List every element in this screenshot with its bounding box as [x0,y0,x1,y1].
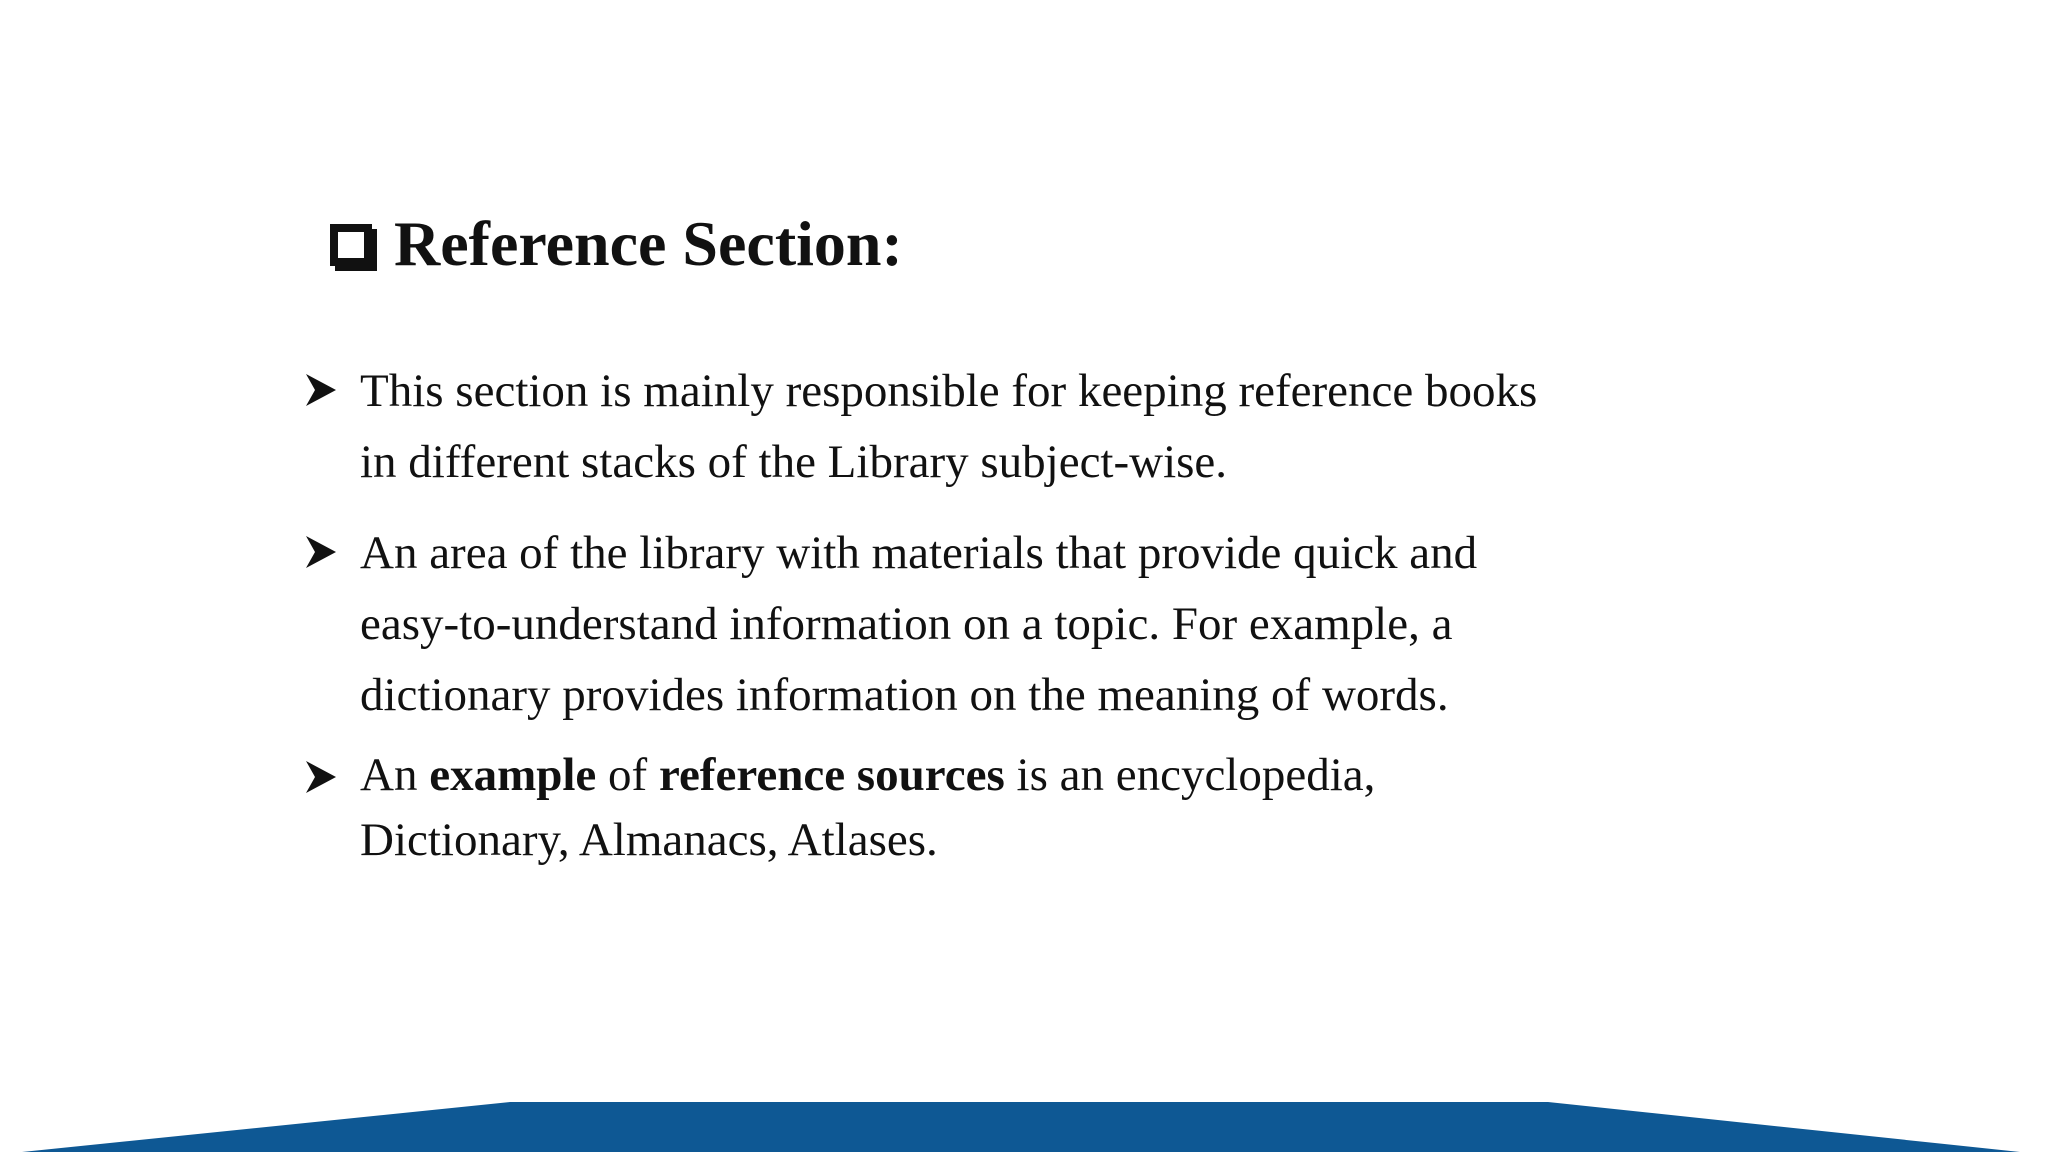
bullet-item [304,743,1544,873]
heading-title: Reference Section: [394,208,903,279]
bullet-text: This section is mainly responsible for keeping reference books in different stacks of the Library subject-wise. [360,365,1538,488]
bullet-text-bold: reference sources [658,749,1005,801]
bullet-text-part: is an encyclopedia, Dictionary, Almanacs, Atlases. [360,749,1376,866]
bullet-list [304,356,1544,873]
bullet-text [360,749,1375,866]
bullet-item [304,518,1544,731]
bullet-text-part: An [360,749,430,801]
slide-heading [330,208,903,279]
bullet-text: An area of the library with materials that provide quick and easy-to-understand information on a topic. For example, a dictionary provides information on the meaning of words. [360,527,1478,721]
checkbox-outline-icon [330,224,372,266]
arrowhead-bullet-icon [304,759,338,795]
arrowhead-bullet-icon [304,372,338,408]
footer-band [0,1100,2048,1152]
bullet-text-bold: example [429,749,597,801]
bullet-item [304,356,1544,498]
bullet-text-part: of [596,749,659,801]
arrowhead-bullet-icon [304,534,338,570]
